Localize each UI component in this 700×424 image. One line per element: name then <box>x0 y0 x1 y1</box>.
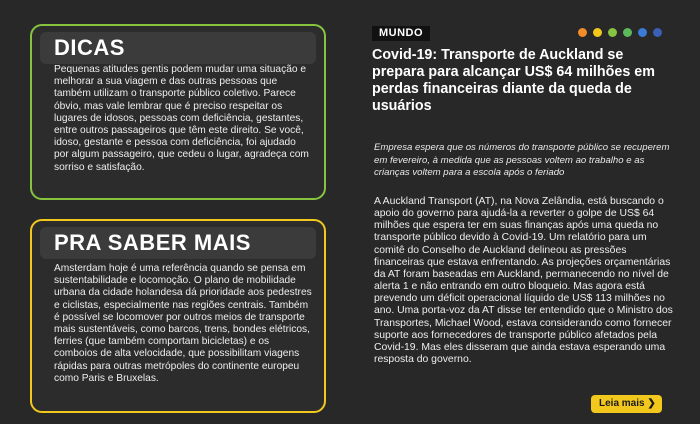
color-dots <box>578 28 662 37</box>
dicas-title: DICAS <box>40 32 316 64</box>
dot-yellow <box>593 28 602 37</box>
section-tag[interactable]: MUNDO <box>372 26 430 41</box>
read-more-button[interactable]: Leia mais ❯ <box>591 395 662 413</box>
pra-saber-mais-title: PRA SABER MAIS <box>40 227 316 259</box>
dot-navy <box>653 28 662 37</box>
pra-saber-mais-card <box>30 219 326 413</box>
dot-blue <box>638 28 647 37</box>
dot-green <box>623 28 632 37</box>
dicas-card <box>30 24 326 200</box>
dot-lime <box>608 28 617 37</box>
news-lead: Empresa espera que os números do transporte público se recuperem em fevereiro, à medida que as pessoas voltem ao trabalho e as crianças voltem para a escola após o feriado <box>374 142 670 178</box>
news-body: A Auckland Transport (AT), na Nova Zelândia, está buscando o apoio do governo para ajudá-la a reverter o golpe de US$ 64 milhões que espera ter em suas finanças após uma queda no transporte público devido à Covid-19. Um relatório para um comitê do Conselho de Auckland delineou as pressões financeiras que estava enfrentando. As projeções orçamentárias da AT foram baseadas em Auckland, permanecendo no nível de alerta 1 e não entrando em outro bloqueio. Mas agora está prevendo um déficit operacional líquido de US$ 113 milhões no ano. Uma porta-voz da AT disse ter entendido que o Ministro dos Transportes, Michael Wood, estava considerando como fornecer suporte aos fornecedores de transporte público afetados pela Covid-19. Mas eles disseram que ainda estava esperando uma resposta do governo. <box>374 196 673 366</box>
dicas-text: Pequenas atitudes gentis podem mudar uma situação e melhorar a sua viagem e das outras pessoas que também utilizam o transporte público coletivo. Parece óbvio, mas vale lembrar que é preciso respeitar os lugares de idosos, pessoas com deficiência, gestantes, entre outros passageiros que têm este direito. Se você, idoso, gestante e pessoa com deficiência, foi ajudado por algum passageiro, que cedeu o lugar, agradeça com sorriso e satisfação. <box>54 64 309 173</box>
dot-orange <box>578 28 587 37</box>
news-headline[interactable]: Covid-19: Transporte de Auckland se prepara para alcançar US$ 64 milhões em perdas financeiras diante da queda de usuários <box>372 47 655 114</box>
pra-saber-mais-text: Amsterdam hoje é uma referência quando se pensa em sustentabilidade e locomoção. O plano de mobilidade urbana da cidade holandesa dá prioridade aos pedestres e ciclistas, especialmente nas regiões centrais. Também é possível se locomover por outros meios de transporte mais sustentáveis, como barcos, trens, bondes elétricos, ferries (que também comportam bicicletas) e os comboios de alta velocidade, que possibilitam viagens rápidas para outras metrópoles do continente europeu como Paris e Bruxelas. <box>54 263 312 384</box>
